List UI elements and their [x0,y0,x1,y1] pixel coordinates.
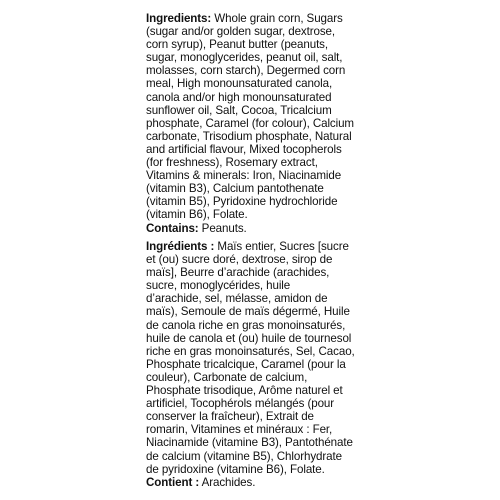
contains-heading: Contient : [146,475,200,489]
ingredients-line: maïs), Semoule de maïs dégermé, Huile [146,305,350,319]
ingredients-line: de pyridoxine (vitamine B6), Folate. [146,462,325,476]
ingredients-line: (vitamin B5), Pyridoxine hydrochloride [146,195,338,209]
ingredients-line: d’arachide, sel, mélasse, amidon de [146,292,328,306]
contains-heading: Contains: [146,221,199,235]
ingredients-line [146,12,374,25]
ingredients-line: (for freshness), Rosemary extract, [146,156,318,170]
ingredients-line: (vitamin B3), Calcium pantothenate [146,182,324,196]
ingredients-line: and artificial flavour, Mixed tocopherols [146,142,342,156]
ingredients-line: et (ou) sucre doré, dextrose, sirop de [146,253,333,267]
ingredients-line: Niacinamide (vitamine B3), Pantothénate [146,436,353,450]
ingredients-text: Whole grain corn, Sugars [211,12,343,25]
ingredients-line: de canola riche en gras monoinsaturés, [146,318,346,332]
ingredients-line: romarin, Vitamines et minéraux : Fer, [146,423,333,437]
contains-line [146,222,374,235]
ingredients-line: conserver la fraîcheur), Extrait de [146,410,314,424]
ingredients-line: sunflower oil, Salt, Cocoa, Tricalcium [146,103,332,117]
ingredients-line: artificiel, Tocophérols mélangés (pour [146,397,335,411]
ingredients-line: (sugar and/or golden sugar, dextrose, [146,25,336,39]
ingredients-line: corn syrup), Peanut butter (peanuts, [146,38,329,52]
ingredients-line: Phosphate tricalcique, Caramel (pour la [146,357,346,371]
ingredients-line: maïs], Beurre d’arachide (arachides, [146,266,330,280]
ingredients-line: phosphate, Caramel (for colour), Calcium [146,116,354,130]
ingredients-line: sugar, monoglycerides, peanut oil, salt, [146,51,343,65]
ingredients-text: Maïs entier, Sucres [sucre [214,240,349,253]
ingredients-line: molasses, corn starch), Degermed corn [146,64,346,78]
ingredients-line [146,240,374,253]
ingredients-heading: Ingrédients : [146,240,215,253]
ingredients-line: de calcium (vitamine B5), Chlorhydrate [146,449,342,463]
ingredients-line: carbonate, Trisodium phosphate, Natural [146,129,352,143]
ingredients-heading: Ingredients: [146,12,212,25]
ingredients-line: meal, High monounsaturated canola, [146,77,333,91]
contains-text: Arachides. [199,475,256,489]
ingredients-line: huile de canola et (ou) huile de tournesol [146,331,352,345]
french-ingredients-panel [146,240,374,489]
english-ingredients-panel [146,12,374,235]
ingredients-line: Phosphate trisodique, Arôme naturel et [146,384,343,398]
ingredients-line: sucre, monoglycérides, huile [146,279,291,293]
contains-text: Peanuts. [198,221,247,235]
ingredients-line: (vitamin B6), Folate. [146,208,248,222]
ingredients-line: Vitamins & minerals: Iron, Niacinamide [146,169,342,183]
contains-line [146,476,374,489]
ingredients-line: canola and/or high monounsaturated [146,90,332,104]
ingredients-line: riche en gras monoinsaturés, Sel, Cacao, [146,344,355,358]
ingredients-line: couleur), Carbonate de calcium, [146,370,308,384]
